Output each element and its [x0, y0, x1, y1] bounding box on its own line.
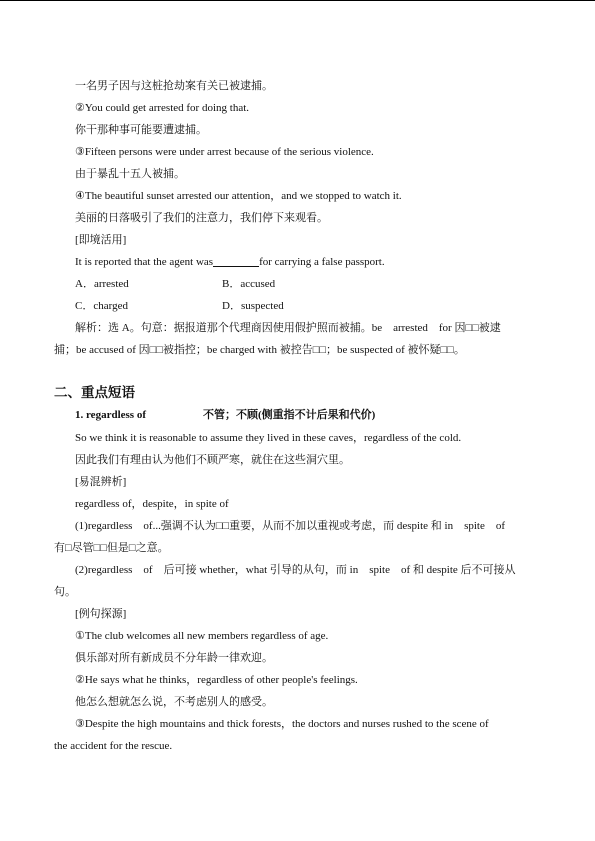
subsection-label: [易混辨析] [75, 476, 127, 488]
phrase-meaning: 不管；不顾(侧重指不计后果和代价) [203, 409, 376, 421]
explanation-line: (1)regardless of...强调不认为□□重要，从而不加以重视或考虑，而 despite 和 in spite of [75, 520, 506, 532]
phrase-term: 1. regardless of [75, 409, 146, 421]
analysis-line: 解析：选 A。句意：据报道那个代理商因使用假护照而被捕。be arrested for 因□□被逮 [75, 322, 501, 334]
subsection-label: [即境活用] [75, 234, 127, 246]
translation-line: 由于暴乱十五人被捕。 [75, 168, 185, 180]
translation-line: 他怎么想就怎么说，不考虑别人的感受。 [75, 696, 273, 708]
question-text-before: It is reported that the agent was [75, 256, 214, 268]
translation-line: 你干那种事可能要遭逮捕。 [75, 124, 207, 136]
phrase-heading [75, 408, 375, 422]
example-sentence: ④The beautiful sunset arrested our attention，and we stopped to watch it. [75, 190, 402, 202]
example-sentence: So we think it is reasonable to assume they lived in these caves，regardless of the cold. [75, 432, 462, 444]
example-sentence: the accident for the rescue. [54, 740, 173, 752]
example-sentence: ②He says what he thinks，regardless of other people's feelings. [75, 674, 358, 686]
text-line: 一名男子因与这桩抢劫案有关已被逮捕。 [75, 80, 273, 92]
option-c: C．charged [75, 300, 128, 312]
example-sentence: ③Fifteen persons were under arrest because of the serious violence. [75, 146, 374, 158]
explanation-line: (2)regardless of 后可接 whether，what 引导的从句，而 in spite of 和 despite 后不可接从 [75, 564, 516, 576]
example-sentence: ③Despite the high mountains and thick forests，the doctors and nurses rushed to the scene of [75, 718, 489, 730]
explanation-line: 句。 [54, 586, 76, 598]
example-sentence: ②You could get arrested for doing that. [75, 102, 250, 114]
translation-line: 美丽的日落吸引了我们的注意力，我们停下来观看。 [75, 212, 328, 224]
option-d: D．suspected [222, 300, 284, 312]
answer-blank [213, 255, 259, 267]
question-text-after: for carrying a false passport. [259, 256, 385, 268]
text-line: regardless of，despite，in spite of [75, 498, 229, 510]
translation-line: 俱乐部对所有新成员不分年龄一律欢迎。 [75, 652, 273, 664]
example-sentence: ①The club welcomes all new members regardless of age. [75, 630, 329, 642]
translation-line: 因此我们有理由认为他们不顾严寒，就住在这些洞穴里。 [75, 454, 350, 466]
analysis-line: 捕；be accused of 因□□被指控；be charged with 被控告□□；be suspected of 被怀疑□□。 [54, 344, 465, 356]
option-b: B．accused [222, 278, 276, 290]
exercise-question [75, 255, 385, 269]
explanation-line: 有□尽管□□但是□之意。 [54, 542, 169, 554]
option-a: A．arrested [75, 278, 129, 290]
subsection-label: [例句探源] [75, 608, 127, 620]
section-title: 二、重点短语 [54, 385, 135, 400]
